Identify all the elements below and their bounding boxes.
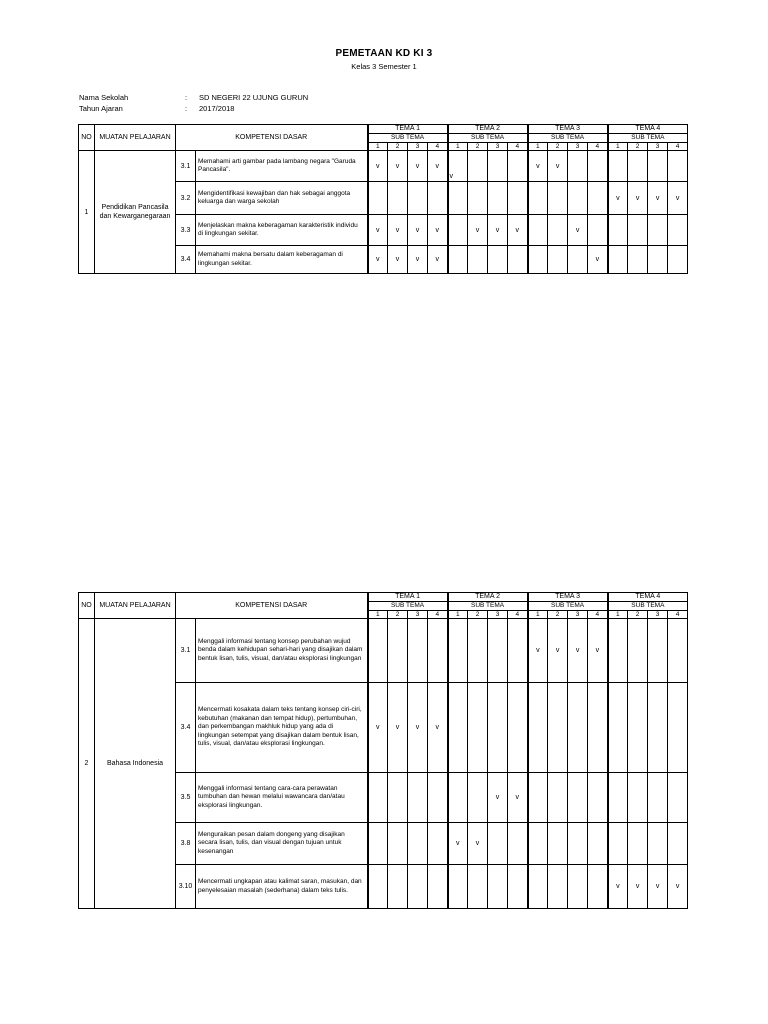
- kd-description: Mencermati kosakata dalam teks tentang konsep ciri-ciri, kebutuhan (makanan dan tempat hidup), pertumbuhan, dan perkembangan makhluk hidup yang ada di lingkungan setempat yang disajikan dalam bentuk lisan, tulis, visual, dan/atau eksplorasi lingkungan.: [196, 683, 368, 773]
- mark-cell: [428, 619, 448, 683]
- mark-cell: [468, 619, 488, 683]
- header-subtema: SUB TEMA: [608, 602, 688, 611]
- header-subtema: SUB TEMA: [368, 134, 448, 143]
- header-kompetensi: KOMPETENSI DASAR: [176, 593, 368, 619]
- mark-cell: [648, 215, 668, 246]
- check-mark: v: [536, 647, 540, 654]
- header-tema-4: TEMA 4: [608, 593, 688, 602]
- mark-cell: [628, 182, 648, 215]
- mark-cell: [588, 683, 608, 773]
- kd-description: Mencermati ungkapan atau kalimat saran, masukan, dan penyelesaian masalah (sederhana) dalam teks tulis.: [196, 865, 368, 909]
- check-mark: v: [415, 256, 420, 263]
- header-muatan: MUATAN PELAJARAN: [95, 593, 176, 619]
- mark-cell: [628, 823, 648, 865]
- mark-cell: [588, 182, 608, 215]
- header-row-tema: [79, 125, 688, 134]
- mark-cell: [608, 215, 628, 246]
- header-subtema-number: 2: [468, 143, 488, 151]
- info-year-row: [79, 104, 234, 113]
- mark-cell: [468, 151, 488, 182]
- mark-cell: [428, 865, 448, 909]
- header-subtema-number: 4: [428, 611, 448, 619]
- header-subtema: SUB TEMA: [528, 134, 608, 143]
- mark-cell: [588, 823, 608, 865]
- kd-description: Mengidentifikasi kewajiban dan hak sebagai anggota keluarga dan warga sekolah: [196, 182, 368, 215]
- mark-cell: [368, 683, 388, 773]
- header-subtema-number: 2: [548, 611, 568, 619]
- mark-cell: [508, 865, 528, 909]
- header-subtema-number: 3: [488, 611, 508, 619]
- table-row: [79, 619, 688, 683]
- mark-cell: [448, 773, 468, 823]
- header-subtema: SUB TEMA: [608, 134, 688, 143]
- mark-cell: [508, 182, 528, 215]
- kd-description: Menggali informasi tentang cara-cara perawatan tumbuhan dan hewan melalui wawancara dan/atau eksplorasi lingkungan.: [196, 773, 368, 823]
- header-subtema-number: 1: [608, 143, 628, 151]
- header-subtema-number: 2: [468, 611, 488, 619]
- mark-cell: [668, 865, 688, 909]
- header-subtema-number: 2: [388, 143, 408, 151]
- check-mark: v: [595, 256, 600, 263]
- mark-cell: [428, 246, 448, 274]
- header-subtema: SUB TEMA: [528, 602, 608, 611]
- mark-cell: [368, 246, 388, 274]
- mark-cell: [468, 182, 488, 215]
- check-mark: v: [376, 256, 380, 263]
- mark-cell: [668, 215, 688, 246]
- mark-cell: [428, 215, 448, 246]
- header-subtema-number: 4: [428, 143, 448, 151]
- header-subtema-number: 4: [588, 143, 608, 151]
- kd-description: Memahami arti gambar pada lambang negara "Garuda Pancasila".: [196, 151, 368, 182]
- row-number: 2: [79, 619, 95, 909]
- mark-cell: [548, 182, 568, 215]
- mark-cell: [528, 151, 548, 182]
- mark-cell: [668, 182, 688, 215]
- info-separator: :: [185, 104, 188, 113]
- kd-code: 3.2: [176, 182, 196, 215]
- mark-cell: [368, 865, 388, 909]
- info-label: Nama Sekolah: [79, 93, 129, 102]
- header-tema-3: TEMA 3: [528, 593, 608, 602]
- check-mark: v: [435, 162, 440, 170]
- header-subtema-number: 3: [488, 143, 508, 151]
- mark-cell: [508, 823, 528, 865]
- mark-cell: [508, 619, 528, 683]
- header-tema-3: TEMA 3: [528, 125, 608, 134]
- check-mark: v: [536, 162, 540, 170]
- check-mark: v: [376, 226, 380, 234]
- check-mark: v: [475, 226, 480, 234]
- check-mark: v: [395, 162, 400, 170]
- header-subtema-number: 4: [508, 611, 528, 619]
- mark-cell: [408, 215, 428, 246]
- mark-cell: [528, 215, 548, 246]
- kd-code: 3.4: [176, 246, 196, 274]
- mark-cell: [488, 823, 508, 865]
- mark-cell: [548, 683, 568, 773]
- header-tema-4: TEMA 4: [608, 125, 688, 134]
- mark-cell: [388, 683, 408, 773]
- header-subtema-number: 1: [368, 611, 388, 619]
- mark-cell: [568, 246, 588, 274]
- mark-cell: [568, 773, 588, 823]
- mark-cell: [368, 823, 388, 865]
- mark-cell: [668, 151, 688, 182]
- mark-cell: [468, 773, 488, 823]
- check-mark: v: [635, 194, 640, 202]
- check-mark: v: [515, 226, 520, 234]
- mark-cell: [408, 773, 428, 823]
- header-tema-2: TEMA 2: [448, 125, 528, 134]
- info-label: Tahun Ajaran: [79, 104, 123, 113]
- mark-cell: [548, 865, 568, 909]
- check-mark: v: [435, 724, 440, 731]
- mark-cell: [648, 151, 668, 182]
- mark-cell: [548, 151, 568, 182]
- mark-cell: [548, 246, 568, 274]
- check-mark: v: [675, 194, 680, 202]
- mark-cell: [648, 619, 668, 683]
- mark-cell: [568, 619, 588, 683]
- mark-cell: [608, 182, 628, 215]
- mark-cell: [388, 773, 408, 823]
- header-muatan: MUATAN PELAJARAN: [95, 125, 176, 151]
- check-mark: v: [395, 724, 400, 731]
- mark-cell: [528, 182, 548, 215]
- check-mark: v: [475, 840, 480, 847]
- mark-cell: [508, 151, 528, 182]
- header-subtema-number: 3: [648, 611, 668, 619]
- check-mark: v: [449, 173, 454, 180]
- mark-cell: [588, 215, 608, 246]
- mark-cell: [508, 246, 528, 274]
- mark-cell: [528, 823, 548, 865]
- mark-cell: [628, 246, 648, 274]
- mark-cell: [568, 151, 588, 182]
- mark-cell: [368, 773, 388, 823]
- mark-cell: [428, 773, 448, 823]
- mark-cell: [448, 683, 468, 773]
- table-row: [79, 151, 688, 182]
- check-mark: v: [376, 162, 380, 170]
- mark-cell: [648, 865, 668, 909]
- mark-cell: [648, 683, 668, 773]
- mark-cell: [588, 619, 608, 683]
- check-mark: v: [635, 883, 640, 890]
- check-mark: v: [415, 724, 420, 731]
- mark-cell: [508, 215, 528, 246]
- mapping-table-bahasa-indonesia: [78, 592, 688, 909]
- check-mark: v: [435, 256, 440, 263]
- row-number: 1: [79, 151, 95, 274]
- mark-cell: [548, 823, 568, 865]
- mark-cell: [428, 182, 448, 215]
- header-subtema-number: 4: [508, 143, 528, 151]
- mark-cell: [508, 683, 528, 773]
- mapping-table-ppkn: [78, 124, 688, 274]
- mark-cell: [388, 246, 408, 274]
- mark-cell: [468, 215, 488, 246]
- mark-cell: [528, 773, 548, 823]
- mark-cell: [628, 619, 648, 683]
- mark-cell: [368, 215, 388, 246]
- check-mark: v: [616, 883, 620, 890]
- mark-cell: [448, 246, 468, 274]
- mark-cell: [408, 619, 428, 683]
- check-mark: v: [456, 840, 460, 847]
- mark-cell: [628, 215, 648, 246]
- mark-cell: [508, 773, 528, 823]
- mark-cell: [388, 215, 408, 246]
- header-subtema-number: 3: [648, 143, 668, 151]
- kd-code: 3.8: [176, 823, 196, 865]
- header-tema-2: TEMA 2: [448, 593, 528, 602]
- header-subtema-number: 2: [628, 611, 648, 619]
- mark-cell: [608, 619, 628, 683]
- mark-cell: [368, 619, 388, 683]
- mark-cell: [408, 865, 428, 909]
- mark-cell: [668, 773, 688, 823]
- header-subtema-number: 2: [388, 611, 408, 619]
- header-subtema-number: 2: [548, 143, 568, 151]
- mark-cell: [668, 683, 688, 773]
- header-subtema-number: 3: [568, 611, 588, 619]
- mark-cell: [628, 151, 648, 182]
- kd-code: 3.5: [176, 773, 196, 823]
- mark-cell: [608, 865, 628, 909]
- header-row-tema: [79, 593, 688, 602]
- check-mark: v: [655, 194, 660, 202]
- mark-cell: [528, 865, 548, 909]
- mark-cell: [488, 246, 508, 274]
- mark-cell: [568, 823, 588, 865]
- mark-cell: [568, 683, 588, 773]
- mark-cell: [648, 773, 668, 823]
- mark-cell: [408, 151, 428, 182]
- mark-cell: [648, 246, 668, 274]
- kd-description: Menjelaskan makna keberagaman karakteristik individu di lingkungan sekitar.: [196, 215, 368, 246]
- mark-cell: [408, 246, 428, 274]
- header-subtema: SUB TEMA: [448, 134, 528, 143]
- header-subtema-number: 3: [408, 611, 428, 619]
- mark-cell: [388, 619, 408, 683]
- kd-code: 3.1: [176, 619, 196, 683]
- mark-cell: [568, 865, 588, 909]
- kd-code: 3.10: [176, 865, 196, 909]
- mark-cell: [648, 182, 668, 215]
- mark-cell: [368, 151, 388, 182]
- check-mark: v: [395, 256, 400, 263]
- header-subtema-number: 1: [528, 143, 548, 151]
- mark-cell: [488, 865, 508, 909]
- mark-cell: [488, 151, 508, 182]
- info-separator: :: [185, 93, 188, 102]
- check-mark: v: [555, 647, 560, 654]
- header-kompetensi: KOMPETENSI DASAR: [176, 125, 368, 151]
- mark-cell: [528, 683, 548, 773]
- mark-cell: [428, 151, 448, 182]
- kd-code: 3.4: [176, 683, 196, 773]
- mark-cell: [388, 182, 408, 215]
- header-tema-1: TEMA 1: [368, 125, 448, 134]
- info-value: SD NEGERI 22 UJUNG GURUN: [199, 93, 309, 102]
- header-subtema-number: 4: [588, 611, 608, 619]
- page-subtitle: Kelas 3 Semester 1: [351, 62, 417, 71]
- check-mark: v: [415, 226, 420, 234]
- mark-cell: [608, 773, 628, 823]
- mark-cell: [588, 246, 608, 274]
- info-school-row: [79, 93, 308, 102]
- mark-cell: [668, 246, 688, 274]
- check-mark: v: [555, 162, 560, 170]
- kd-description: Memahami makna bersatu dalam keberagaman di lingkungan sekitar.: [196, 246, 368, 274]
- mark-cell: [448, 215, 468, 246]
- check-mark: v: [395, 226, 400, 234]
- mark-cell: [548, 773, 568, 823]
- subject-name: Bahasa Indonesia: [95, 619, 176, 909]
- header-subtema-number: 4: [668, 143, 688, 151]
- header-subtema-number: 4: [668, 611, 688, 619]
- mark-cell: [608, 683, 628, 773]
- mark-cell: [408, 182, 428, 215]
- mark-cell: [588, 151, 608, 182]
- mark-cell: [488, 215, 508, 246]
- info-value: 2017/2018: [199, 104, 235, 113]
- header-no: NO: [79, 593, 95, 619]
- mark-cell: [388, 865, 408, 909]
- mark-cell: [488, 619, 508, 683]
- mark-cell: [528, 246, 548, 274]
- mark-cell: [448, 182, 468, 215]
- mark-cell: [428, 683, 448, 773]
- kd-description: Menguraikan pesan dalam dongeng yang disajikan secara lisan, tulis, dan visual dengan tujuan untuk kesenangan: [196, 823, 368, 865]
- mark-cell: [408, 683, 428, 773]
- mark-cell: [428, 823, 448, 865]
- mark-cell: [448, 151, 468, 182]
- check-mark: v: [376, 724, 380, 731]
- mark-cell: [468, 683, 488, 773]
- header-subtema-number: 1: [448, 143, 468, 151]
- mark-cell: [628, 683, 648, 773]
- page-title: PEMETAAN KD KI 3: [335, 48, 433, 59]
- mark-cell: [568, 182, 588, 215]
- mark-cell: [408, 823, 428, 865]
- mark-cell: [388, 823, 408, 865]
- header-subtema-number: 2: [628, 143, 648, 151]
- mark-cell: [648, 823, 668, 865]
- mark-cell: [448, 823, 468, 865]
- kd-description: Menggali informasi tentang konsep perubahan wujud benda dalam kehidupan sehari-hari yang disajikan dalam bentuk lisan, tulis, visual, dan/atau eksplorasi lingkungan: [196, 619, 368, 683]
- header-subtema: SUB TEMA: [368, 602, 448, 611]
- mark-cell: [668, 823, 688, 865]
- header-subtema-number: 1: [448, 611, 468, 619]
- mark-cell: [588, 865, 608, 909]
- subject-name: Pendidikan Pancasila dan Kewarganegaraan: [95, 151, 176, 274]
- header-no: NO: [79, 125, 95, 151]
- mark-cell: [488, 182, 508, 215]
- mark-cell: [468, 865, 488, 909]
- check-mark: v: [675, 883, 680, 890]
- mark-cell: [468, 246, 488, 274]
- check-mark: v: [575, 647, 580, 654]
- header-subtema-number: 1: [528, 611, 548, 619]
- header-tema-1: TEMA 1: [368, 593, 448, 602]
- header-subtema-number: 3: [568, 143, 588, 151]
- mark-cell: [448, 865, 468, 909]
- header-subtema-number: 1: [368, 143, 388, 151]
- check-mark: v: [595, 647, 600, 654]
- kd-code: 3.1: [176, 151, 196, 182]
- check-mark: v: [616, 194, 620, 202]
- header-subtema-number: 1: [608, 611, 628, 619]
- mark-cell: [568, 215, 588, 246]
- mark-cell: [588, 773, 608, 823]
- check-mark: v: [515, 794, 520, 801]
- check-mark: v: [495, 794, 500, 801]
- mark-cell: [388, 151, 408, 182]
- check-mark: v: [415, 162, 420, 170]
- mark-cell: [488, 683, 508, 773]
- mark-cell: [468, 823, 488, 865]
- mark-cell: [448, 619, 468, 683]
- mark-cell: [488, 773, 508, 823]
- header-subtema: SUB TEMA: [448, 602, 528, 611]
- check-mark: v: [655, 883, 660, 890]
- kd-code: 3.3: [176, 215, 196, 246]
- mark-cell: [628, 773, 648, 823]
- mark-cell: [528, 619, 548, 683]
- mark-cell: [668, 619, 688, 683]
- mark-cell: [608, 823, 628, 865]
- header-subtema-number: 3: [408, 143, 428, 151]
- mark-cell: [608, 151, 628, 182]
- check-mark: v: [575, 226, 580, 234]
- mark-cell: [548, 215, 568, 246]
- check-mark: v: [495, 226, 500, 234]
- check-mark: v: [435, 226, 440, 234]
- mark-cell: [548, 619, 568, 683]
- mark-cell: [608, 246, 628, 274]
- mark-cell: [628, 865, 648, 909]
- mark-cell: [368, 182, 388, 215]
